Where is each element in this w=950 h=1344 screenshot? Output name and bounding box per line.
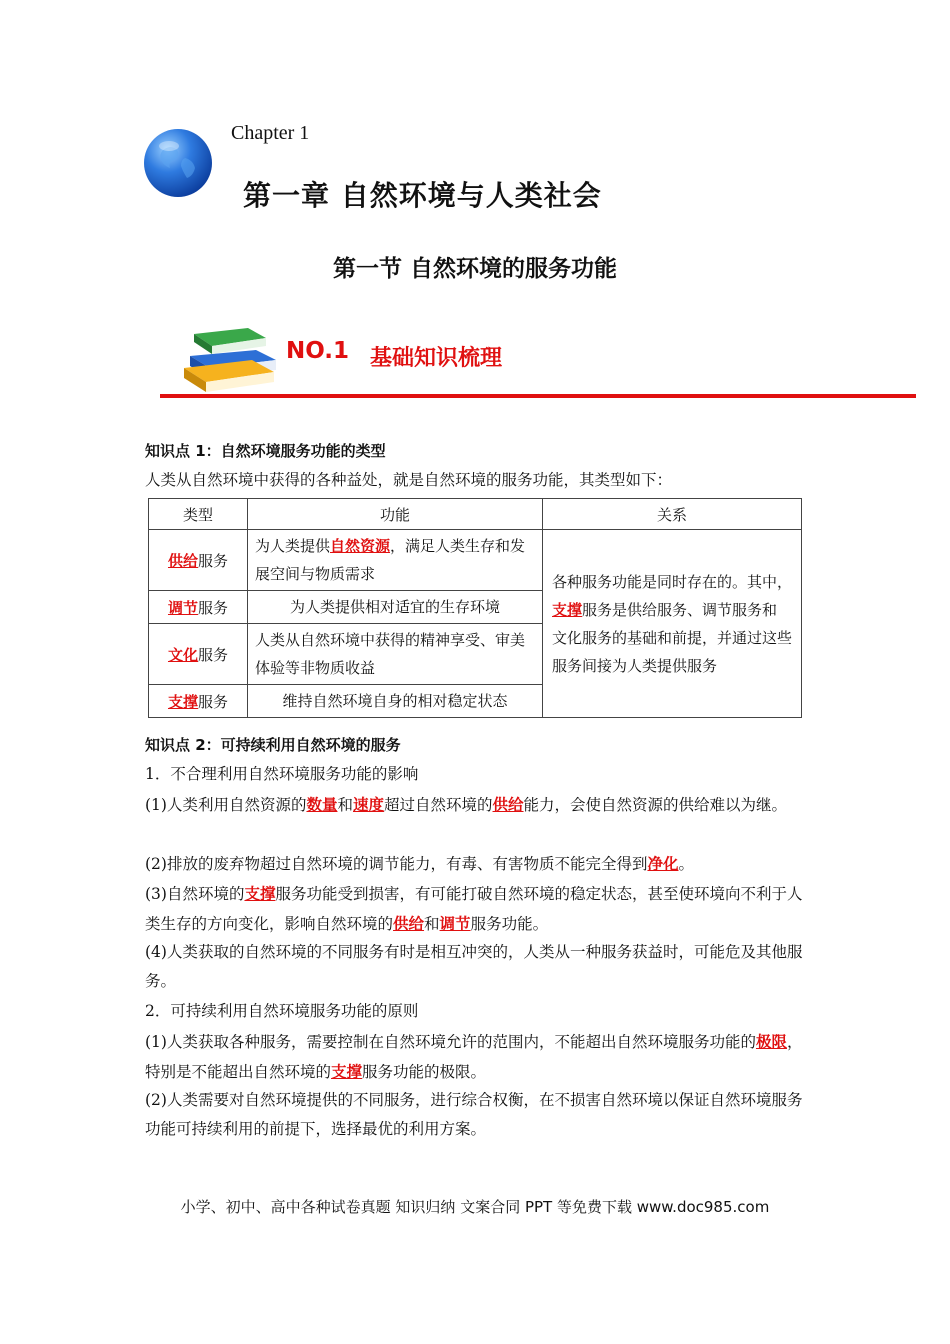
relation-key: 支撑 [552,600,583,619]
paragraph: (2)人类需要对自然环境提供的不同服务，进行综合权衡，在不损害自然环境以保证自然环境服务功能可持续利用的前提下，选择最优的利用方案。 [145,1091,803,1138]
func-text: 为人类提供 [255,537,331,555]
stacked-books-icon [184,328,276,392]
func-key: 自然资源 [330,537,391,555]
chapter-label: Chapter 1 [231,122,310,144]
type-suffix: 服务 [198,551,229,570]
paragraph: (2)排放的废弃物超过自然环境的调节能力，有毒、有害物质不能完全得到净化。 [145,854,694,873]
function-cell [248,591,543,624]
type-cell [149,591,248,624]
func-text: 维持自然环境自身的相对稳定状态 [282,692,508,710]
relation-text: 各种服务功能是同时存在的。其中， [552,572,793,591]
type-key: 调节 [167,598,198,617]
table-header-row [149,499,802,530]
type-suffix: 服务 [198,692,229,711]
header-relation: 关系 [543,499,802,530]
kp1-intro: 人类从自然环境中获得的各种益处，就是自然环境的服务功能，其类型如下： [145,471,673,489]
kp2-subheading: 1．不合理利用自然环境服务功能的影响 [145,765,419,783]
chapter-title: 第一章 自然环境与人类社会 [243,179,602,212]
type-key: 文化 [167,645,198,664]
relation-cell [543,530,802,718]
header-function: 功能 [248,499,543,530]
relation-text: 服务是供给服务、调节服务和文化服务的基础和前提，并通过这些服务间接为人类提供服务 [552,600,793,675]
footer-text: 小学、初中、高中各种试卷真题 知识归纳 文案合同 PPT 等免费下载 www.doc985.com [180,1198,770,1216]
banner-rule [160,394,916,398]
paragraph: (4)人类获取的自然环境的不同服务有时是相互冲突的，人类从一种服务获益时，可能危及其他服务。 [145,943,803,990]
type-cell [149,530,248,591]
type-cell [149,685,248,718]
type-suffix: 服务 [198,645,229,664]
table-row [149,530,802,591]
function-cell [248,530,543,591]
func-text: 人类从自然环境中获得的精神享受、审美体验等非物质收益 [255,631,526,677]
func-text: ，满足人类生存和发展空间与物质需求 [255,537,526,583]
paragraph: (3)自然环境的支撑服务功能受到损害，有可能打破自然环境的稳定状态，甚至使环境向不利于人类生存的方向变化，影响自然环境的供给和调节服务功能。 [145,884,803,933]
section-banner [160,312,916,402]
banner-number: NO.1 [286,338,350,364]
kp2-title: 知识点 2：可持续利用自然环境的服务 [145,736,401,754]
service-table [148,498,802,718]
function-cell [248,624,543,685]
banner-label: 基础知识梳理 [370,345,503,371]
func-text: 为人类提供相对适宜的生存环境 [289,598,500,616]
kp1-title: 知识点 1：自然环境服务功能的类型 [145,442,386,460]
function-cell [248,685,543,718]
paragraph: (1)人类利用自然资源的数量和速度超过自然环境的供给能力，会使自然资源的供给难以为继。 [145,795,788,814]
section-title: 第一节 自然环境的服务功能 [332,256,617,282]
paragraph: (1)人类获取各种服务，需要控制在自然环境允许的范围内，不能超出自然环境服务功能的极限，特别是不能超出自然环境的支撑服务功能的极限。 [145,1032,803,1081]
header-type: 类型 [149,499,248,530]
kp2-subheading: 2．可持续利用自然环境服务功能的原则 [145,1002,419,1020]
globe-icon [143,128,213,198]
type-suffix: 服务 [198,598,229,617]
type-key: 支撑 [167,692,198,711]
type-cell [149,624,248,685]
type-key: 供给 [167,551,198,570]
